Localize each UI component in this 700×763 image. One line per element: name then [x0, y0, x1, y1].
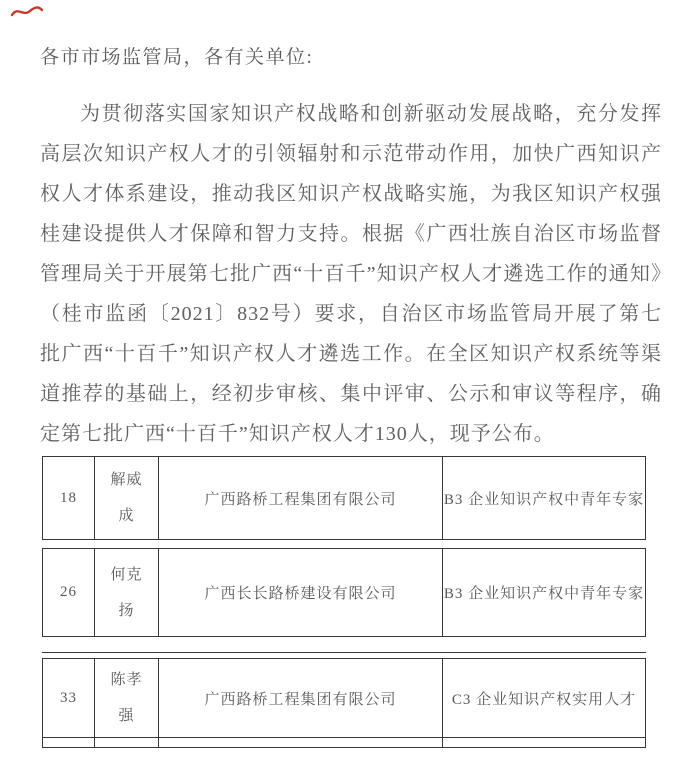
table-row	[42, 658, 646, 738]
row-number-cell: 33	[60, 689, 77, 706]
table-row	[42, 548, 646, 637]
person-name-cell	[94, 457, 158, 539]
company-cell: 广西长长路桥建设有限公司	[158, 549, 442, 636]
salutation-line: 各市市场监管局，各有关单位:	[40, 47, 314, 68]
clipped-cell	[442, 738, 645, 747]
talent-category-cell: B3 企业知识产权中青年专家	[442, 457, 645, 539]
talent-category-cell: C3 企业知识产权实用人才	[442, 659, 645, 737]
row-number-cell: 18	[60, 489, 77, 506]
company-cell: 广西路桥工程集团有限公司	[158, 457, 442, 539]
red-pen-mark-icon	[10, 4, 44, 20]
talent-category-cell: B3 企业知识产权中青年专家	[442, 549, 645, 636]
table-row	[42, 456, 646, 540]
notice-paragraph: 为贯彻落实国家知识产权战略和创新驱动发展战略，充分发挥高层次知识产权人才的引领辐射和示范带动作用，加快广西知识产权人才体系建设，推动我区知识产权战略实施，为我区知识产权强桂建设提供人才保障和智力支持。根据《广西壮族自治区市场监督管理局关于开展第七批广西“十百千”知识产权人才遴选工作的通知》（桂市监函〔2021〕832号）要求，自治区市场监管局开展了第七批广西“十百千”知识产权人才遴选工作。在全区知识产权系统等渠道推荐的基础上，经初步审核、集中评审、公示和审议等程序，确定第七批广西“十百千”知识产权人才130人，现予公布。	[40, 103, 662, 445]
clipped-cell	[43, 738, 94, 747]
table-fragment-divider	[42, 652, 646, 653]
person-name-cell	[94, 659, 158, 737]
company-cell: 广西路桥工程集团有限公司	[158, 659, 442, 737]
clipped-cell	[94, 738, 158, 747]
person-name: 何克扬	[110, 566, 143, 619]
person-name-cell	[94, 549, 158, 636]
row-number-cell: 26	[60, 584, 77, 600]
clipped-cell	[158, 738, 442, 747]
person-name: 解威成	[110, 472, 143, 524]
person-name: 陈孝强	[110, 672, 143, 724]
clipped-next-row	[42, 738, 646, 748]
